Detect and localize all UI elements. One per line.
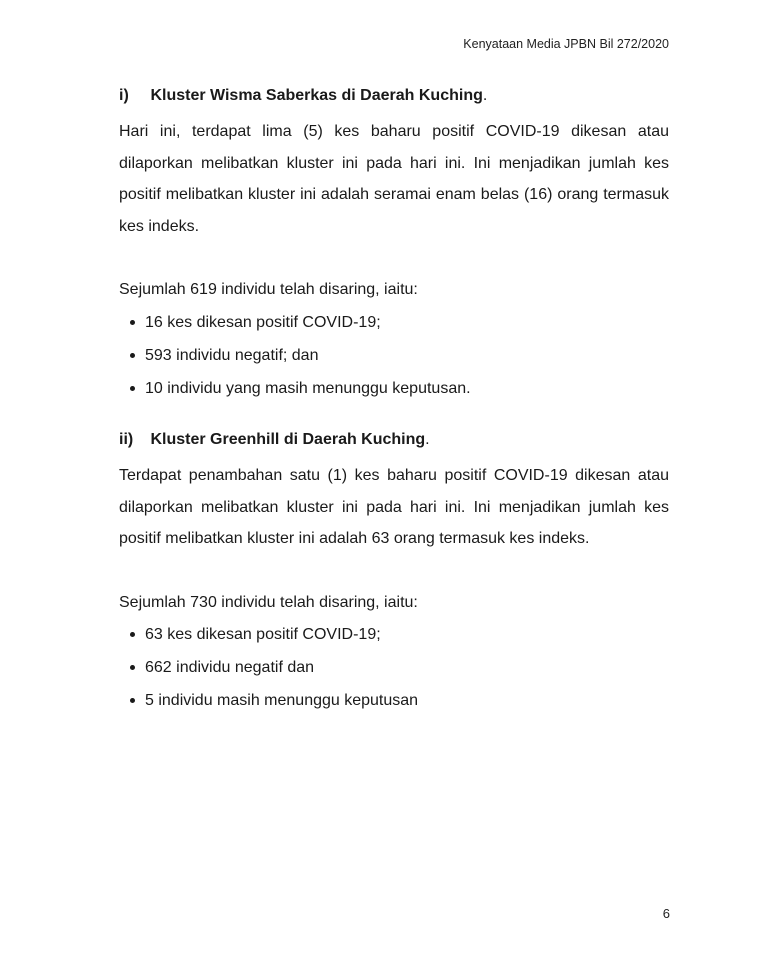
section-number: i) xyxy=(119,87,129,104)
section-title: Kluster Greenhill di Daerah Kuching xyxy=(150,431,426,448)
list-item: 63 kes dikesan positif COVID-19; xyxy=(127,618,669,651)
list-item: 16 kes dikesan positif COVID-19; xyxy=(127,306,669,339)
section-title: Kluster Wisma Saberkas di Daerah Kuching xyxy=(150,87,483,104)
page-number: 6 xyxy=(662,906,670,921)
list-item: 5 individu masih menunggu keputusan xyxy=(127,684,669,717)
screening-summary: Sejumlah 730 individu telah disaring, iaitu: xyxy=(119,593,418,611)
screening-results-list xyxy=(119,618,669,717)
section-title-end: . xyxy=(482,87,488,104)
screening-summary: Sejumlah 619 individu telah disaring, iaitu: xyxy=(119,281,418,299)
section-paragraph: Hari ini, terdapat lima (5) kes baharu positif COVID-19 dikesan atau dilaporkan melibatkan kluster ini pada hari ini. Ini menjadikan jumlah kes positif melibatkan kluster ini adalah seramai enam belas (16) orang termasuk kes indeks. xyxy=(119,123,669,235)
list-item: 662 individu negatif dan xyxy=(127,651,669,684)
section-title-end: . xyxy=(425,431,430,448)
section-heading xyxy=(119,86,669,116)
cluster-section-wisma-saberkas xyxy=(119,86,669,405)
list-item: 593 individu negatif; dan xyxy=(127,339,669,372)
section-paragraph: Terdapat penambahan satu (1) kes baharu positif COVID-19 dikesan atau dilaporkan melibatkan kluster ini pada hari ini. Ini menjadikan jumlah kes positif melibatkan kluster ini adalah 63 orang termasuk kes indeks. xyxy=(119,467,669,548)
list-item: 10 individu yang masih menunggu keputusan. xyxy=(127,372,669,405)
section-heading xyxy=(119,430,669,460)
screening-results-list xyxy=(119,306,669,405)
document-reference: Kenyataan Media JPBN Bil 272/2020 xyxy=(463,37,669,51)
cluster-section-greenhill xyxy=(119,430,669,717)
section-number: ii) xyxy=(119,431,134,448)
